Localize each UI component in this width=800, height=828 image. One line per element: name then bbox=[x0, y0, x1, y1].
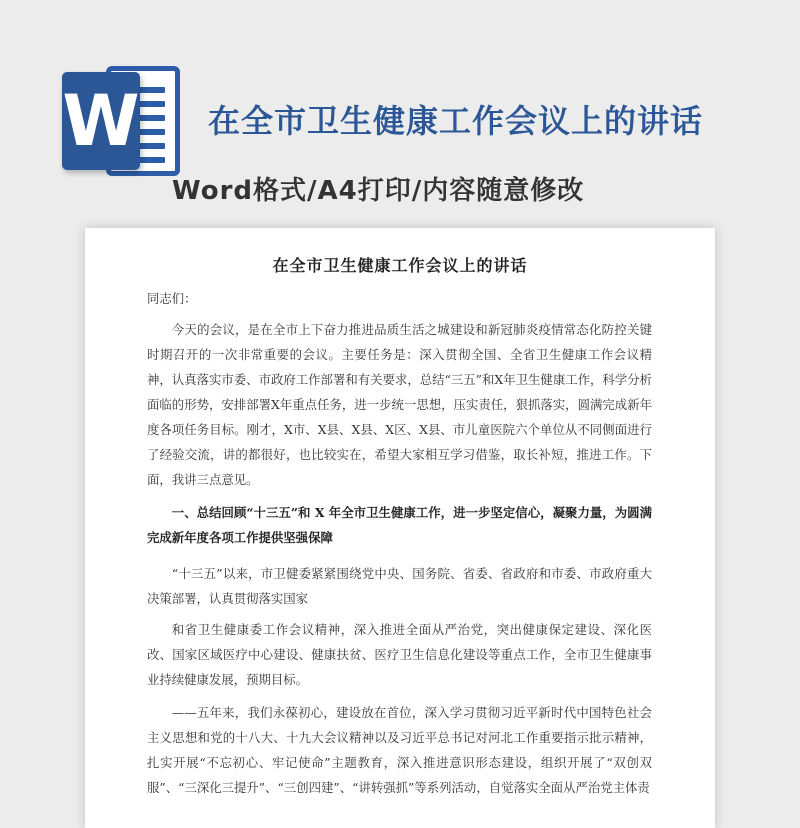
word-logo-icon bbox=[58, 58, 184, 184]
document-page bbox=[85, 228, 715, 828]
document-greeting: 同志们： bbox=[147, 291, 197, 306]
banner-title: 在全市卫生健康工作会议上的讲话 bbox=[208, 102, 704, 140]
document-paragraph-1: 今天的会议，是在全市上下奋力推进品质生活之城建设和新冠肺炎疫情常态化防控关键时期召开的一次非常重要的会议。主要任务是：深入贯彻全国、全省卫生健康工作会议精神，认真落实市委、市政府工作部署和有关要求，总结“三五”和X年卫生健康工作，科学分析面临的形势，安排部署X年重点任务，进一步统一思想，压实责任，狠抓落实，圆满完成新年度各项任务目标。刚才，X市、X县、X县、X区、X县、市儿童医院六个单位从不同侧面进行了经验交流，讲的都很好，也比较实在，希望大家相互学习借鉴，取长补短，推进工作。下面，我讲三点意见。 bbox=[147, 322, 652, 487]
document-paragraph-2: “十三五”以来，市卫健委紧紧围绕党中央、国务院、省委、省政府和市委、市政府重大决策部署，认真贯彻落实国家 bbox=[147, 566, 652, 606]
word-logo-badge bbox=[62, 72, 140, 170]
document-heading-1: 一、总结回顾“十三五”和 X 年全市卫生健康工作，进一步坚定信心，凝聚力量，为圆满完成新年度各项工作提供坚强保障 bbox=[147, 505, 652, 545]
word-logo-letter: W bbox=[62, 80, 140, 162]
banner-subtitle: Word格式/A4打印/内容随意修改 bbox=[172, 176, 585, 206]
document-paragraph-4: ——五年来，我们永葆初心，建设放在首位，深入学习贯彻习近平新时代中国特色社会主义思想和党的十八大、十九大会议精神以及习近平总书记对河北工作重要指示批示精神，扎实开展“不忘初心、牢记使命”主题教育，深入推进意识形态建设，组织开展了“双创双服”、“三深化三提升”、“三创四建”、“讲转强抓”等系列活动，自觉落实全面从严治党主体责 bbox=[147, 705, 652, 795]
banner bbox=[0, 0, 800, 230]
document-title: 在全市卫生健康工作会议上的讲话 bbox=[272, 256, 528, 275]
document-paragraph-3: 和省卫生健康委工作会议精神，深入推进全面从严治党，突出健康保定建设、深化医改、国家区域医疗中心建设、健康扶贫、医疗卫生信息化建设等重点工作，全市卫生健康事业持续健康发展，预期目标。 bbox=[147, 622, 652, 687]
